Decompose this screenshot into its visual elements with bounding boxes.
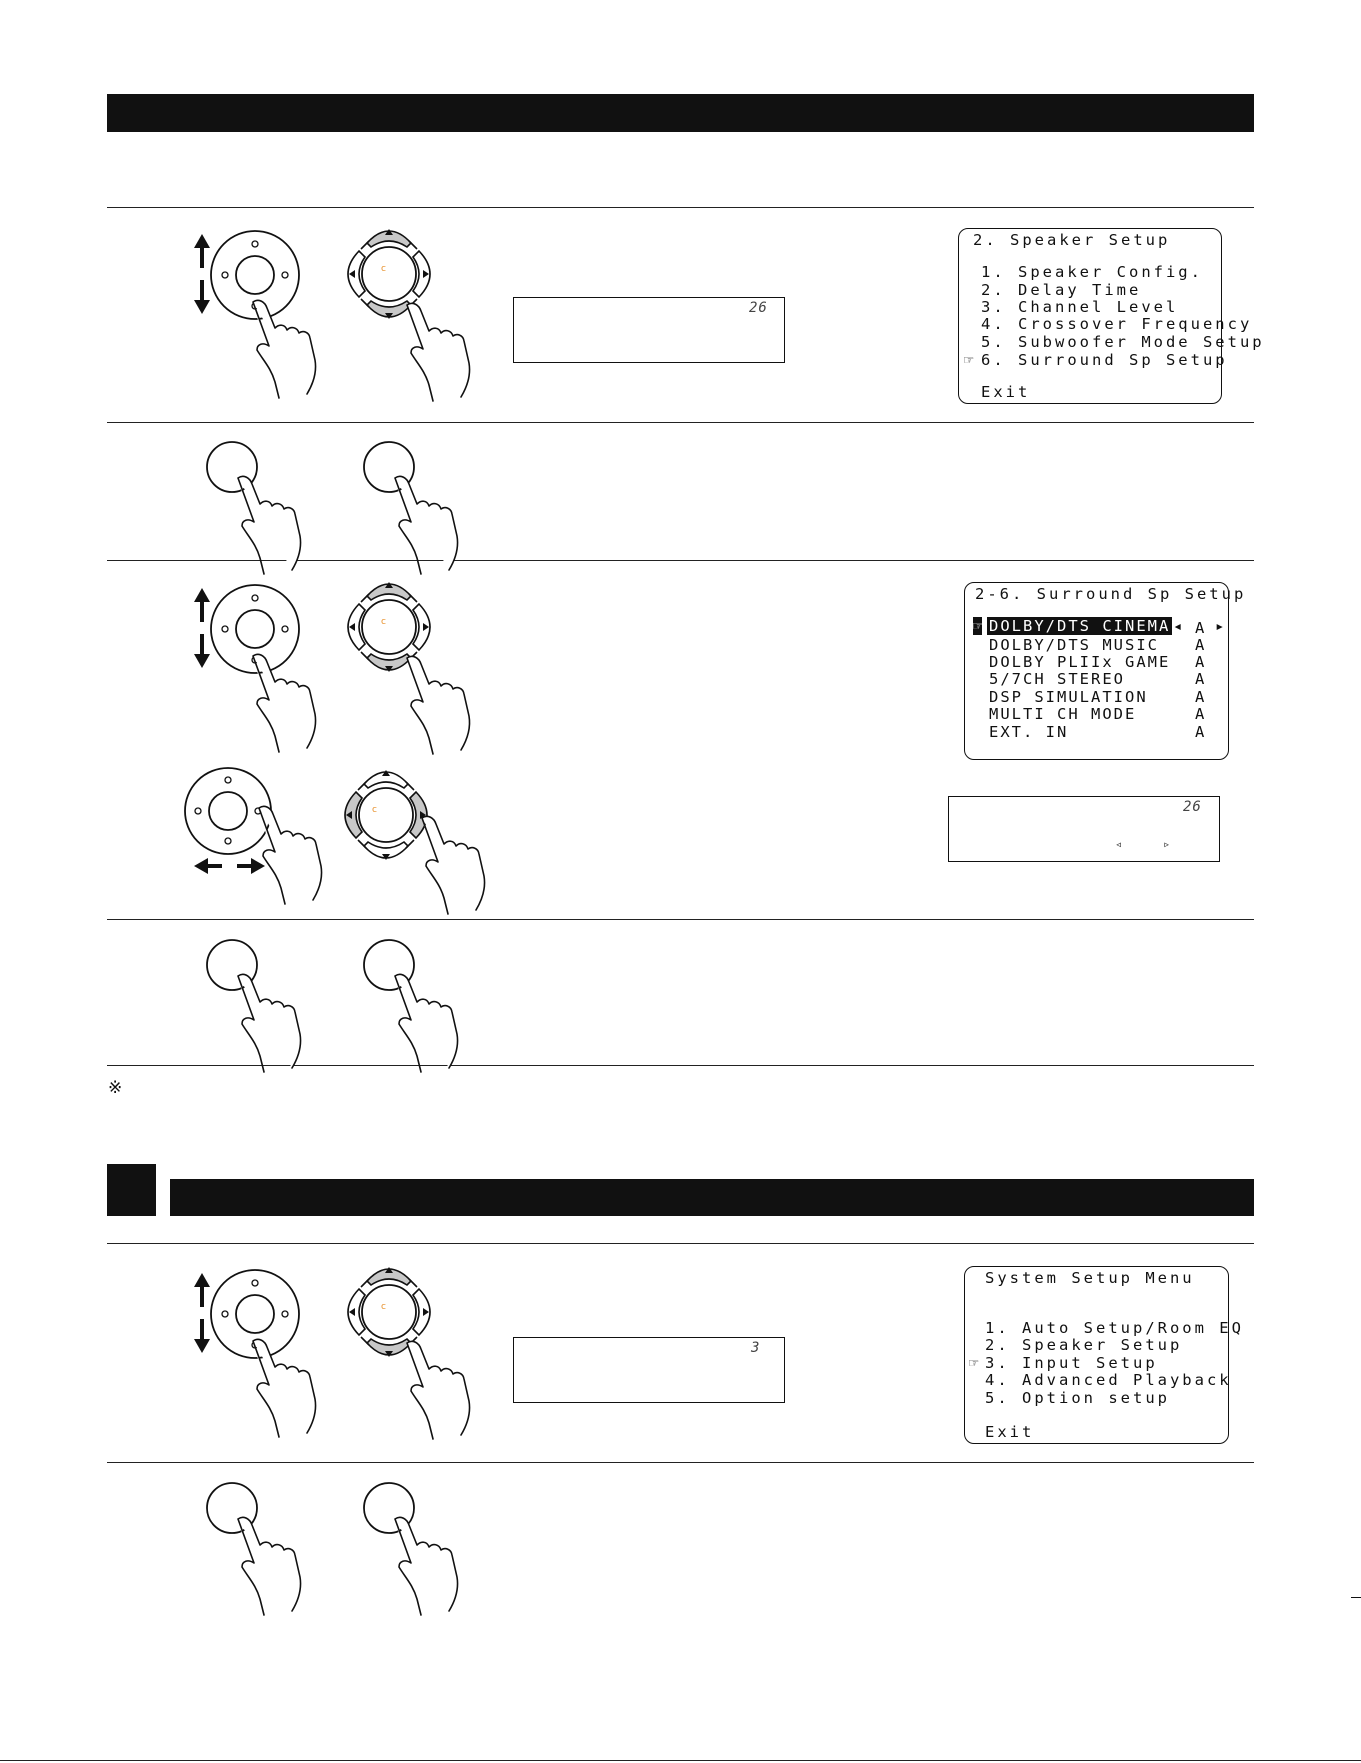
- svg-text:c: c: [381, 1302, 386, 1312]
- display-readout: 3: [751, 1340, 761, 1356]
- menu-item[interactable]: 5. Subwoofer Mode Setup: [981, 333, 1265, 351]
- enter-button-icon[interactable]: [206, 440, 316, 550]
- option-row[interactable]: EXT. IN: [989, 723, 1069, 741]
- reference-mark: ※: [108, 1078, 123, 1098]
- option-row[interactable]: DSP SIMULATION: [989, 688, 1148, 706]
- menu-title: 2-6. Surround Sp Setup: [975, 585, 1247, 603]
- option-value[interactable]: A: [1195, 705, 1208, 723]
- arrow-pad-icon[interactable]: [345, 1263, 475, 1393]
- menu-title: 2. Speaker Setup: [973, 231, 1171, 249]
- menu-exit[interactable]: Exit: [981, 383, 1031, 401]
- enter-button-icon[interactable]: [363, 1481, 473, 1591]
- jog-dial-icon[interactable]: [185, 230, 315, 360]
- display-arrow-right: ▹: [1163, 837, 1172, 851]
- menu-item[interactable]: 4. Crossover Frequency: [981, 315, 1253, 333]
- margin-tick: [1351, 1597, 1361, 1598]
- menu-title: System Setup Menu: [985, 1269, 1195, 1287]
- footer-rule: [0, 1760, 1361, 1761]
- menu-item[interactable]: 1. Speaker Config.: [981, 263, 1203, 281]
- fl-display: [513, 1337, 785, 1403]
- option-value[interactable]: A: [1195, 619, 1208, 637]
- fl-display: [948, 796, 1220, 862]
- menu-item-selected[interactable]: 3. Input Setup: [985, 1354, 1158, 1372]
- enter-button-icon[interactable]: [363, 938, 473, 1048]
- menu-item-selected[interactable]: 6. Surround Sp Setup: [981, 351, 1228, 369]
- menu-item[interactable]: 1. Auto Setup/Room EQ: [985, 1319, 1244, 1337]
- option-row-selected[interactable]: DOLBY/DTS CINEMA: [989, 617, 1171, 635]
- enter-button-icon[interactable]: [206, 938, 316, 1048]
- cursor-mark: ☞: [964, 351, 974, 369]
- display-arrow-left: ◃: [1115, 837, 1124, 851]
- speaker-setup-menu: [958, 228, 1265, 404]
- divider: [107, 207, 1254, 208]
- divider: [107, 1243, 1254, 1244]
- menu-item[interactable]: 2. Delay Time: [981, 281, 1142, 299]
- jog-dial-left-right-icon[interactable]: [185, 768, 315, 898]
- arrow-pad-icon[interactable]: [345, 578, 475, 708]
- menu-item[interactable]: 3. Channel Level: [981, 298, 1179, 316]
- divider: [107, 1462, 1254, 1463]
- cursor-mark: ☞: [973, 617, 983, 635]
- menu-item[interactable]: 2. Speaker Setup: [985, 1336, 1183, 1354]
- svg-text:c: c: [372, 805, 377, 815]
- option-row[interactable]: 5/7CH STEREO: [989, 670, 1125, 688]
- arrow-left[interactable]: ◂: [1173, 617, 1183, 635]
- option-row[interactable]: DOLBY PLIIx GAME: [989, 653, 1171, 671]
- system-setup-menu: [964, 1266, 1244, 1444]
- svg-text:c: c: [381, 264, 386, 274]
- display-readout: 26: [1183, 799, 1202, 815]
- divider: [107, 919, 1254, 920]
- section-header-bar: [170, 1179, 1254, 1216]
- option-value[interactable]: A: [1195, 670, 1208, 688]
- option-row[interactable]: MULTI CH MODE: [989, 705, 1137, 723]
- svg-text:c: c: [381, 617, 386, 627]
- divider: [107, 422, 1254, 423]
- menu-item[interactable]: 5. Option setup: [985, 1389, 1170, 1407]
- divider: [107, 1065, 1254, 1066]
- jog-dial-icon[interactable]: [185, 584, 315, 714]
- option-value[interactable]: A: [1195, 688, 1208, 706]
- fl-display: [513, 297, 785, 363]
- arrow-right[interactable]: ▸: [1215, 617, 1225, 635]
- option-value[interactable]: A: [1195, 636, 1208, 654]
- surround-sp-setup-menu: [964, 582, 1247, 760]
- option-row[interactable]: DOLBY/DTS MUSIC: [989, 636, 1159, 654]
- menu-item[interactable]: 4. Advanced Playback: [985, 1371, 1232, 1389]
- enter-button-icon[interactable]: [363, 440, 473, 550]
- cursor-mark: ☞: [969, 1354, 979, 1372]
- option-value[interactable]: A: [1195, 723, 1208, 741]
- display-readout: 26: [749, 300, 768, 316]
- arrow-pad-icon[interactable]: [345, 225, 475, 355]
- jog-dial-icon[interactable]: [185, 1269, 315, 1399]
- divider: [107, 560, 1254, 561]
- enter-button-icon[interactable]: [206, 1481, 316, 1591]
- menu-exit[interactable]: Exit: [985, 1423, 1035, 1441]
- arrow-pad-left-right-icon[interactable]: [342, 766, 472, 896]
- option-value[interactable]: A: [1195, 653, 1208, 671]
- section-number-box: [107, 1164, 156, 1216]
- top-header-bar: [107, 94, 1254, 132]
